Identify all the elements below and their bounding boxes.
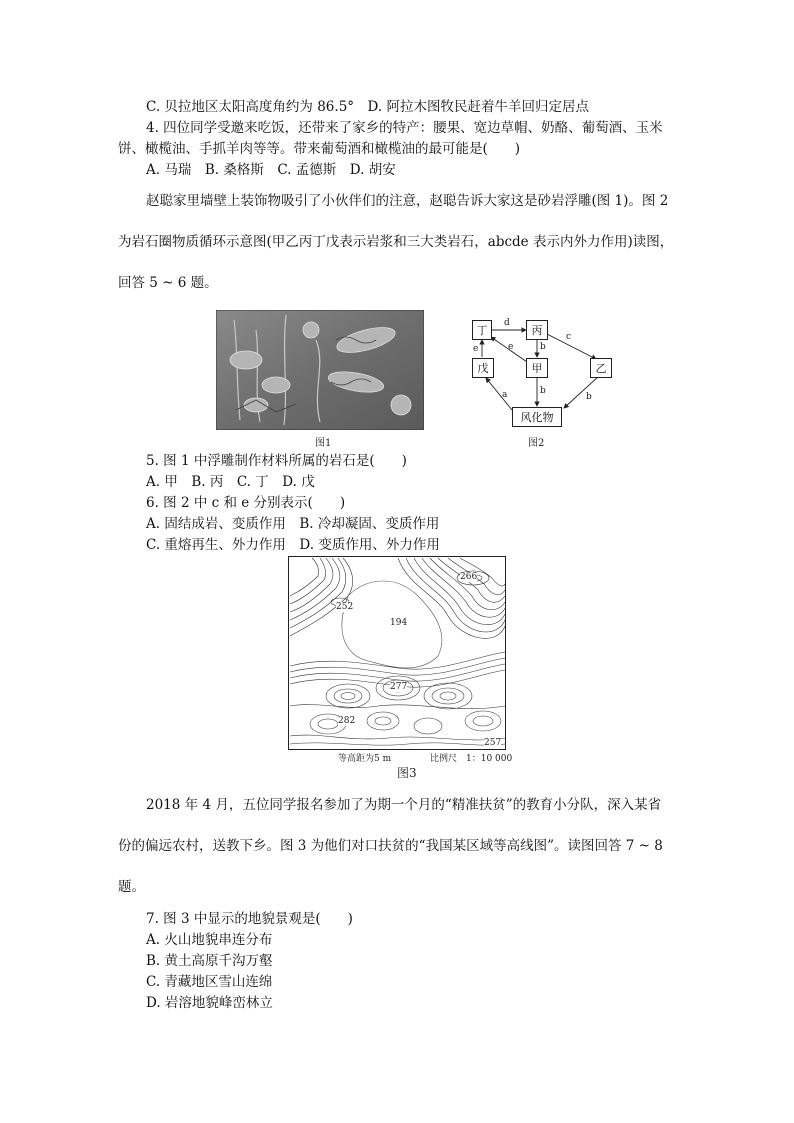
q6-options-a-b: A. 固结成岩、变质作用 B. 冷却凝固、变质作用 bbox=[146, 516, 440, 532]
elevation-252: 252 bbox=[336, 602, 354, 612]
arrow-label-b-3: b bbox=[586, 392, 592, 402]
q7-option-c: C. 青藏地区雪山连绵 bbox=[146, 974, 273, 990]
arrow-label-a: a bbox=[502, 390, 508, 400]
passage-2-line-3: 题。 bbox=[118, 879, 145, 895]
map-scale-label: 比例尺 1：10 000 bbox=[430, 754, 513, 764]
q6-stem: 6. 图 2 中 c 和 e 分别表示( ) bbox=[146, 495, 346, 511]
node-bing: 丙 bbox=[526, 320, 548, 340]
elevation-257: 257 bbox=[484, 738, 502, 748]
elevation-282: 282 bbox=[338, 716, 356, 726]
elevation-194: 194 bbox=[390, 618, 408, 628]
node-wu: 戊 bbox=[472, 358, 494, 378]
passage-2-line-2: 份的偏远农村，送教下乡。图 3 为他们对口扶贫的“我国某区域等高线图”。读图回答 7 ~ 8 bbox=[118, 838, 663, 854]
q4-options: A. 马瑞 B. 桑格斯 C. 孟德斯 D. 胡安 bbox=[146, 162, 396, 178]
q4-line-2: 饼、橄榄油、手抓羊肉等等。带来葡萄酒和橄榄油的最可能是( ) bbox=[118, 141, 521, 157]
q4-line-1: 4. 四位同学受邀来吃饭，还带来了家乡的特产：腰果、宽边草帽、奶酪、葡萄酒、玉米 bbox=[146, 120, 663, 136]
arrow-label-b-2: b bbox=[540, 386, 546, 396]
q7-option-d: D. 岩溶地貌峰峦林立 bbox=[146, 995, 273, 1011]
passage-1-line-2: 为岩石圈物质循环示意图(甲乙丙丁戊表示岩浆和三大类岩石，abcde 表示内外力作用)读图， bbox=[118, 234, 674, 250]
passage-2-line-1: 2018 年 4 月，五位同学报名参加了为期一个月的“精准扶贫”的教育小分队，深入某省 bbox=[146, 797, 662, 813]
q7-stem: 7. 图 3 中显示的地貌景观是( ) bbox=[146, 911, 353, 927]
node-weathered-material: 风化物 bbox=[512, 407, 562, 427]
q5-options: A. 甲 B. 丙 C. 丁 D. 戊 bbox=[146, 474, 315, 490]
q5-stem: 5. 图 1 中浮雕制作材料所属的岩石是( ) bbox=[146, 453, 407, 469]
q3-options-c-d: C. 贝拉地区太阳高度角约为 86.5° D. 阿拉木图牧民赶着牛羊回归定居点 bbox=[146, 99, 589, 115]
figure-2-caption: 图2 bbox=[528, 438, 545, 449]
arrow-label-d: d bbox=[504, 318, 510, 328]
q7-option-a: A. 火山地貌串连分布 bbox=[146, 932, 273, 948]
arrow-label-c: c bbox=[566, 332, 572, 342]
q7-option-b: B. 黄土高原千沟万壑 bbox=[146, 953, 273, 969]
node-jia: 甲 bbox=[526, 358, 548, 378]
arrow-label-e-2: e bbox=[473, 344, 479, 354]
elevation-277: 277 bbox=[390, 682, 408, 692]
arrow-label-e-1: e bbox=[508, 342, 514, 352]
figure-2-rock-cycle-diagram bbox=[462, 312, 622, 430]
figure-1-caption: 图1 bbox=[315, 438, 332, 449]
passage-1-line-1: 赵聪家里墙壁上装饰物吸引了小伙伴们的注意，赵聪告诉大家这是砂岩浮雕(图 1)。图 2 bbox=[146, 193, 669, 209]
figure-3-caption: 图3 bbox=[397, 766, 417, 780]
node-ding: 丁 bbox=[472, 320, 492, 340]
arrow-label-b-1: b bbox=[540, 342, 546, 352]
node-yi: 乙 bbox=[590, 358, 612, 378]
figure-1-relief-image bbox=[216, 310, 424, 430]
elevation-266: 266 bbox=[460, 572, 478, 582]
q6-options-c-d: C. 重熔再生、外力作用 D. 变质作用、外力作用 bbox=[146, 537, 440, 553]
passage-1-line-3: 回答 5 ~ 6 题。 bbox=[118, 275, 218, 291]
figure-3-contour-map bbox=[288, 556, 506, 750]
contour-interval-label: 等高距为5 m bbox=[338, 754, 392, 764]
